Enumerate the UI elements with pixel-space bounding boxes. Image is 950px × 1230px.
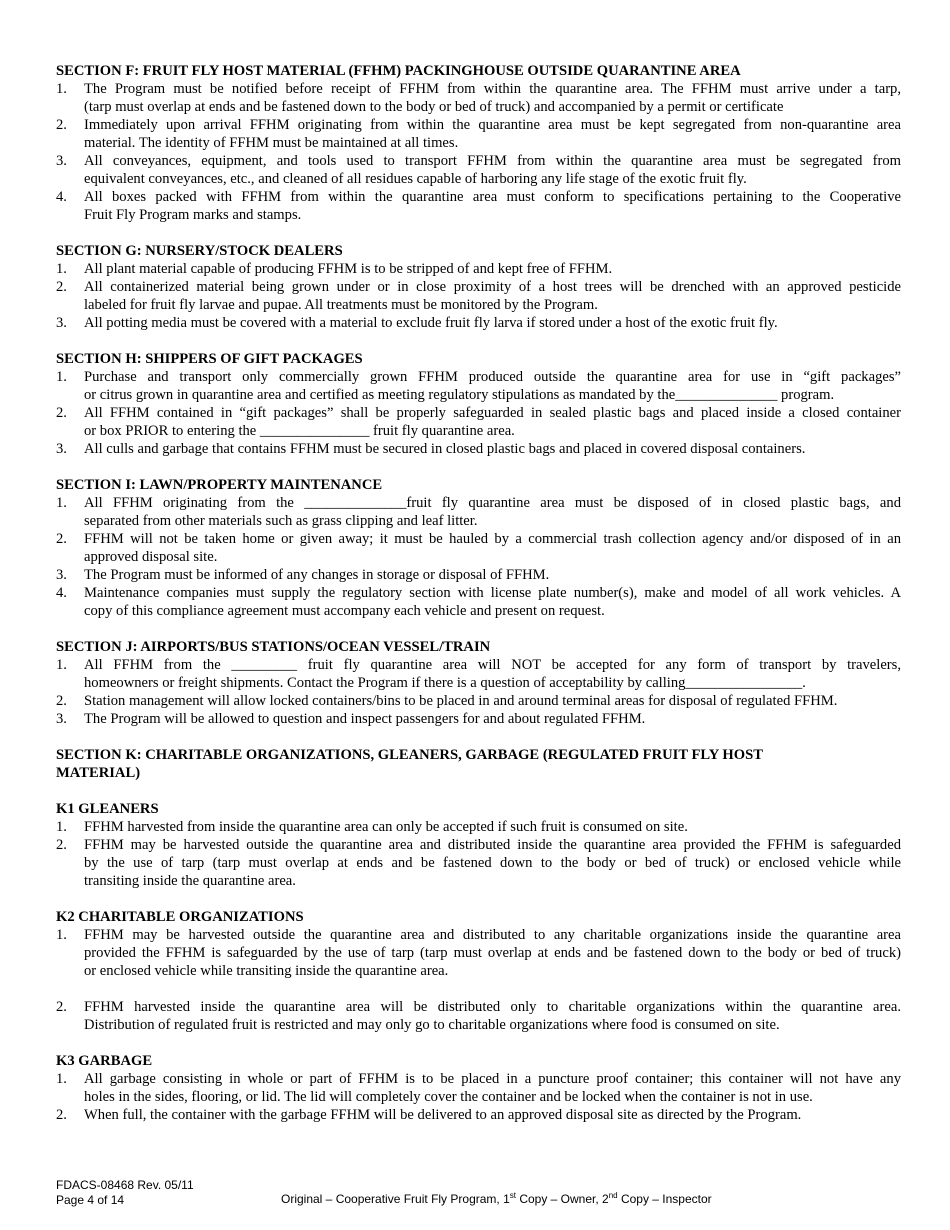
section-j-list (56, 656, 901, 728)
list-item-line: All FFHM from the _________ fruit fly quarantine area will NOT be accepted for any form of transport by travelers, (84, 657, 901, 673)
list-item-line: All culls and garbage that contains FFHM must be secured in closed plastic bags and placed in covered disposal containers. (84, 441, 806, 457)
list-item-line: The Program must be informed of any changes in storage or disposal of FFHM. (84, 567, 550, 583)
section-k3-title: K3 GARBAGE (56, 1053, 153, 1069)
list-item (56, 818, 901, 836)
footer-left (56, 1178, 194, 1208)
section-k1-title: K1 GLEANERS (56, 801, 159, 817)
list-item-line: Maintenance companies must supply the regulatory section with license plate number(s), make and model of all work vehicles. A (84, 585, 901, 601)
list-item-line: Immediately upon arrival FFHM originating from within the quarantine area must be kept segregated from non-quarantine area (84, 117, 901, 133)
list-item-number: 2. (56, 531, 67, 547)
list-item-line: separated from other materials such as grass clipping and leaf litter. (84, 513, 478, 529)
copy-distribution (281, 1192, 712, 1207)
list-item-line: (tarp must overlap at ends and be fastened down to the body or bed of truck) and accompanied by a permit or certificate (84, 99, 784, 115)
section-k (56, 746, 901, 782)
list-item-line: All boxes packed with FFHM from within the quarantine area must conform to specifications pertaining to the Cooperative (84, 189, 901, 205)
copies-sup-1: st (509, 1191, 516, 1200)
list-item-number: 3. (56, 711, 67, 727)
form-id: FDACS-08468 Rev. 05/11 (56, 1178, 194, 1192)
list-item (56, 836, 901, 890)
section-k2 (56, 908, 901, 1034)
list-item (56, 440, 901, 458)
list-item (56, 656, 901, 692)
section-h (56, 350, 901, 458)
list-item-line: The Program will be allowed to question and inspect passengers for and about regulated FFHM. (84, 711, 646, 727)
list-item (56, 314, 901, 332)
list-item (56, 80, 901, 116)
section-g-list (56, 260, 901, 332)
section-j (56, 638, 901, 728)
list-item-number: 1. (56, 495, 67, 511)
list-item-line: or box PRIOR to entering the _______________ fruit fly quarantine area. (84, 423, 515, 439)
list-item-line: All conveyances, equipment, and tools used to transport FFHM from within the quarantine area must be segregated from (84, 153, 901, 169)
list-item-line: All containerized material being grown under or in close proximity of a host trees will be drenched with an approved pesticide (84, 279, 901, 295)
list-item-number: 1. (56, 369, 67, 385)
list-item-line: Fruit Fly Program marks and stamps. (84, 207, 302, 223)
list-item (56, 152, 901, 188)
section-k2-title: K2 CHARITABLE ORGANIZATIONS (56, 909, 304, 925)
list-item-number: 4. (56, 585, 67, 601)
section-k-title (56, 746, 901, 782)
list-item-line: equivalent conveyances, etc., and cleaned of all residues capable of harboring any life stage of the exotic fruit fly. (84, 171, 747, 187)
section-k1 (56, 800, 901, 890)
list-item (56, 1106, 901, 1124)
list-item-line: labeled for fruit fly larvae and pupae. All treatments must be monitored by the Program. (84, 297, 598, 313)
list-item (56, 278, 901, 314)
list-item (56, 368, 901, 404)
list-item (56, 188, 901, 224)
section-j-title: SECTION J: AIRPORTS/BUS STATIONS/OCEAN VESSEL/TRAIN (56, 639, 491, 655)
section-k1-list (56, 818, 901, 890)
list-item (56, 926, 901, 980)
list-item-number: 2. (56, 1107, 67, 1123)
section-g-title: SECTION G: NURSERY/STOCK DEALERS (56, 243, 343, 259)
list-item-line: or citrus grown in quarantine area and certified as meeting regulatory stipulations as mandated by the______________ program. (84, 387, 835, 403)
section-k3-list (56, 1070, 901, 1124)
list-item-line: approved disposal site. (84, 549, 218, 565)
page-number: Page 4 of 14 (56, 1193, 125, 1207)
copies-text-a: Original – Cooperative Fruit Fly Program, 1 (281, 1192, 510, 1206)
list-item-line: provided the FFHM is safeguarded by the use of tarp (tarp must overlap at ends and be fastened down to the body or bed of truck) (84, 945, 901, 961)
list-item (56, 692, 901, 710)
section-f-title: SECTION F: FRUIT FLY HOST MATERIAL (FFHM) PACKINGHOUSE OUTSIDE QUARANTINE AREA (56, 63, 741, 79)
list-item-line: All FFHM contained in “gift packages” shall be properly safeguarded in sealed plastic bags and placed inside a closed container (84, 405, 901, 421)
list-item-number: 4. (56, 189, 67, 205)
list-item-number: 3. (56, 315, 67, 331)
list-item-line: FFHM will not be taken home or given away; it must be hauled by a commercial trash collection agency and/or disposed of in an (84, 531, 901, 547)
list-item-number: 3. (56, 153, 67, 169)
list-item-line: homeowners or freight shipments. Contact the Program if there is a question of acceptability by calling________________. (84, 675, 806, 691)
section-k3 (56, 1052, 901, 1124)
list-item-line: FFHM harvested inside the quarantine area will be distributed only to charitable organizations within the quarantine area. (84, 999, 901, 1015)
copies-text-c: Copy – Inspector (617, 1192, 712, 1206)
list-item-line: Distribution of regulated fruit is restricted and may only go to charitable organizations where food is consumed on site. (84, 1017, 780, 1033)
list-item-line: All garbage consisting in whole or part of FFHM is to be placed in a puncture proof container; this container will not have any (84, 1071, 901, 1087)
list-item-line: FFHM may be harvested outside the quarantine area and distributed inside the quarantine area provided the FFHM is safeguarded (84, 837, 901, 853)
list-item-number: 3. (56, 441, 67, 457)
list-item (56, 116, 901, 152)
list-item (56, 494, 901, 530)
list-item-line: FFHM harvested from inside the quarantine area can only be accepted if such fruit is consumed on site. (84, 819, 688, 835)
list-item-line: material. The identity of FFHM must be maintained at all times. (84, 135, 459, 151)
list-item-number: 2. (56, 837, 67, 853)
section-k-title-line2: MATERIAL) (56, 765, 141, 781)
section-f (56, 62, 901, 224)
list-item-number: 2. (56, 405, 67, 421)
section-f-list (56, 80, 901, 224)
list-item (56, 584, 901, 620)
list-item-number: 2. (56, 279, 67, 295)
copies-text-b: Copy – Owner, 2 (515, 1192, 609, 1206)
list-item-line: Station management will allow locked containers/bins to be placed in and around terminal areas for disposal of regulated FFHM. (84, 693, 838, 709)
list-item-number: 1. (56, 927, 67, 943)
list-item-line: All FFHM originating from the ______________fruit fly quarantine area must be disposed of in closed plastic bags, and (84, 495, 901, 511)
list-item (56, 530, 901, 566)
list-item-number: 1. (56, 1071, 67, 1087)
list-item-number: 3. (56, 567, 67, 583)
list-spacer (56, 980, 901, 998)
list-item-number: 1. (56, 657, 67, 673)
list-item-number: 1. (56, 81, 67, 97)
list-item-number: 1. (56, 819, 67, 835)
list-item-line: FFHM may be harvested outside the quarantine area and distributed to any charitable organizations inside the quarantine area (84, 927, 901, 943)
list-item-number: 2. (56, 999, 67, 1015)
copies-sup-2: nd (608, 1191, 618, 1200)
list-item-number: 2. (56, 117, 67, 133)
section-h-title: SECTION H: SHIPPERS OF GIFT PACKAGES (56, 351, 363, 367)
list-item-line: or enclosed vehicle while transiting inside the quarantine area. (84, 963, 449, 979)
list-item-line: The Program must be notified before receipt of FFHM from within the quarantine area. The FFHM must arrive under a tarp, (84, 81, 901, 97)
list-item (56, 566, 901, 584)
list-item (56, 1070, 901, 1106)
list-item (56, 998, 901, 1034)
list-item-number: 2. (56, 693, 67, 709)
list-item-line: holes in the sides, flooring, or lid. The lid will completely cover the container and be locked when the container is not in use. (84, 1089, 813, 1105)
list-item (56, 404, 901, 440)
list-item (56, 260, 901, 278)
list-item-line: Purchase and transport only commercially grown FFHM produced outside the quarantine area for use in “gift packages” (84, 369, 901, 385)
document-page (56, 62, 901, 1124)
list-item-line: All plant material capable of producing FFHM is to be stripped of and kept free of FFHM. (84, 261, 613, 277)
list-item-line: transiting inside the quarantine area. (84, 873, 296, 889)
section-g (56, 242, 901, 332)
list-item-number: 1. (56, 261, 67, 277)
section-i-title: SECTION I: LAWN/PROPERTY MAINTENANCE (56, 477, 383, 493)
list-item-line: All potting media must be covered with a material to exclude fruit fly larva if stored under a host of the exotic fruit fly. (84, 315, 778, 331)
section-k-title-line1: SECTION K: CHARITABLE ORGANIZATIONS, GLEANERS, GARBAGE (REGULATED FRUIT FLY HOST (56, 747, 763, 763)
list-item-line: by the use of tarp (tarp must overlap at ends and be fastened down to the body or bed of truck) or enclosed vehicle while (84, 855, 901, 871)
list-item-line: When full, the container with the garbage FFHM will be delivered to an approved disposal site as directed by the Program. (84, 1107, 802, 1123)
list-item-line: copy of this compliance agreement must accompany each vehicle and present on request. (84, 603, 605, 619)
section-h-list (56, 368, 901, 458)
section-i (56, 476, 901, 620)
list-item (56, 710, 901, 728)
section-i-list (56, 494, 901, 620)
section-k2-list (56, 926, 901, 1034)
